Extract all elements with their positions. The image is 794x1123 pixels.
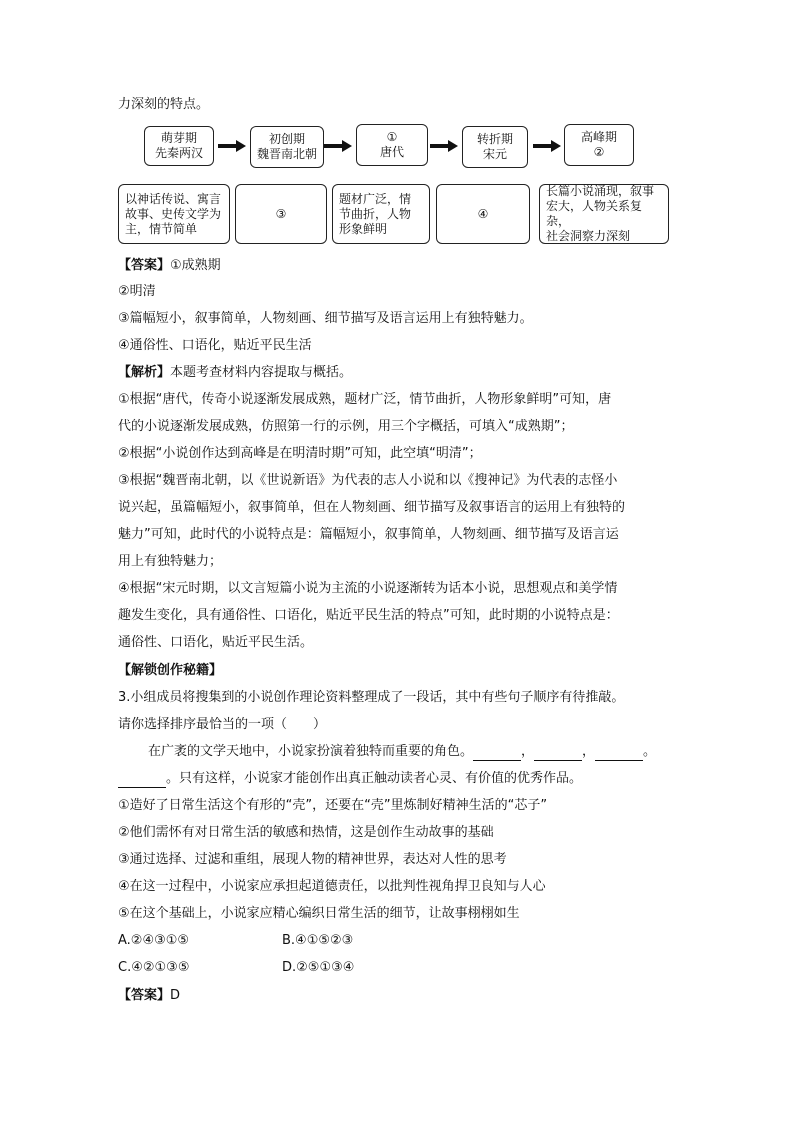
- analysis-line: 用上有独特魅力；: [118, 554, 223, 569]
- stage-name: ①: [386, 130, 398, 144]
- fill-blank: [534, 747, 582, 761]
- feature-box-3: [332, 184, 430, 244]
- stage-period: 先秦两汉: [154, 146, 203, 160]
- punct: ，: [582, 744, 596, 759]
- analysis-line: 代的小说逐渐发展成熟，仿照第一行的示例，用三个字概括，可填入“成熟期”；: [118, 419, 574, 434]
- stage-box-3: [356, 124, 428, 166]
- feature-box-5: [539, 184, 669, 244]
- fill-blank: [118, 774, 166, 788]
- feature-box-4: [436, 184, 530, 244]
- answer-value: D: [170, 988, 181, 1003]
- feature-box-2: [235, 184, 327, 244]
- stage-box-5: [564, 124, 634, 166]
- analysis-line: 趣发生变化，具有通俗性、口语化，贴近平民生活的特点”可知，此时期的小说特点是：: [118, 608, 619, 623]
- punct: ，: [521, 744, 535, 759]
- answer-block: [118, 257, 221, 275]
- intro-text: 力深刻的特点。: [118, 97, 210, 112]
- answer-line: ②明清: [118, 284, 156, 299]
- stage-box-1: [144, 126, 214, 166]
- arrow-right-icon: [430, 139, 458, 153]
- analysis-line: ①根据“唐代，传奇小说逐渐发展成熟，题材广泛，情节曲折，人物形象鲜明”可知，唐: [118, 392, 612, 407]
- stage-period: 魏晋南北朝: [256, 147, 317, 161]
- feature-box-1: [118, 184, 230, 244]
- stage-name: 转折期: [476, 132, 513, 146]
- feature-line: 题材广泛，情: [339, 191, 412, 206]
- feature-line: 以神话传说、寓言: [125, 191, 222, 206]
- feature-line: ④: [477, 206, 489, 221]
- question-stem: 3.小组成员将搜集到的小说创作理论资料整理成了一段话，其中有些句子顺序有待推敲。: [118, 690, 625, 705]
- feature-line: 宏大，人物关系复杂，: [546, 199, 643, 228]
- analysis-tag: 【解析】: [118, 365, 171, 380]
- punct: 。: [643, 744, 657, 759]
- feature-line: 主，情节简单: [125, 221, 198, 236]
- analysis-heading: [118, 364, 352, 382]
- answer-line: ③篇幅短小，叙事简单，人物刻画、细节描写及语言运用上有独特魅力。: [118, 311, 533, 326]
- analysis-line: ②根据“小说创作达到高峰是在明清时期”可知，此空填“明清”；: [118, 446, 482, 461]
- arrow-right-icon: [324, 139, 352, 153]
- analysis-line: 说兴起，虽篇幅短小，叙事简单，但在人物刻画、细节描写及叙事语言的运用上有独特的: [118, 500, 626, 515]
- arrow-right-icon: [533, 139, 561, 153]
- stage-box-4: [462, 126, 528, 168]
- sentence-item: ④在这一过程中，小说家应承担起道德责任，以批判性视角捍卫良知与人心: [118, 879, 546, 894]
- feature-line: 节曲折，人物: [339, 206, 412, 221]
- sentence-item: ①造好了日常生活这个有形的“壳”，还要在“壳”里炼制好精神生活的“芯子”: [118, 798, 548, 813]
- sentence-item: ⑤在这个基础上，小说家应精心编织日常生活的细节，让故事栩栩如生: [118, 906, 520, 921]
- feature-line: ③: [275, 206, 287, 221]
- feature-line: 长篇小说涌现，叙事: [546, 184, 655, 198]
- answer-3: [118, 987, 180, 1005]
- option-a[interactable]: A.②④③①⑤: [118, 933, 190, 948]
- stage-name: 初创期: [268, 132, 305, 146]
- fill-blank: [473, 747, 521, 761]
- sentence-item: ②他们需怀有对日常生活的敏感和热情，这是创作生动故事的基础: [118, 825, 494, 840]
- question-passage: [148, 743, 656, 761]
- option-d[interactable]: D.②⑤①③④: [282, 960, 355, 975]
- feature-line: 社会洞察力深刻: [546, 229, 631, 243]
- stage-period: 宋元: [482, 147, 507, 161]
- analysis-line: ④根据“宋元时期，以文言短篇小说为主流的小说逐渐转为话本小说，思想观点和美学情: [118, 581, 618, 596]
- arrow-right-icon: [218, 139, 246, 153]
- sentence-item: ③通过选择、过滤和重组，展现人物的精神世界，表达对人性的思考: [118, 852, 507, 867]
- question-passage: [118, 770, 582, 788]
- fill-blank: [595, 747, 643, 761]
- option-c[interactable]: C.④②①③⑤: [118, 960, 190, 975]
- analysis-line: 通俗性、口语化，贴近平民生活。: [118, 635, 314, 650]
- passage-text: 。只有这样，小说家才能创作出真正触动读者心灵、有价值的优秀作品。: [166, 771, 583, 786]
- analysis-line: ③根据“魏晋南北朝，以《世说新语》为代表的志人小说和以《搜神记》为代表的志怪小: [118, 473, 618, 488]
- stage-name: 高峰期: [580, 130, 617, 144]
- question-stem: 请你选择排序最恰当的一项（ ）: [118, 717, 327, 732]
- answer-tag: 【答案】: [118, 258, 171, 273]
- option-b[interactable]: B.④①⑤②③: [282, 933, 354, 948]
- stage-box-2: [250, 126, 324, 168]
- answer-line: ④通俗性、口语化，贴近平民生活: [118, 338, 312, 353]
- answer-line: ①成熟期: [170, 258, 221, 273]
- answer-tag: 【答案】: [118, 988, 171, 1003]
- analysis-lead: 本题考查材料内容提取与概括。: [170, 365, 353, 380]
- section-title: 【解锁创作秘籍】: [118, 663, 223, 678]
- stage-period: 唐代: [379, 145, 404, 159]
- feature-line: 形象鲜明: [339, 221, 388, 236]
- feature-line: 故事、史传文学为: [125, 206, 222, 221]
- stage-name: 萌芽期: [160, 131, 197, 145]
- stage-period: ②: [593, 145, 605, 159]
- analysis-line: 魅力”可知，此时代的小说特点是：篇幅短小，叙事简单，人物刻画、细节描写及语言运: [118, 527, 619, 542]
- passage-text: 在广袤的文学天地中，小说家扮演着独特而重要的角色。: [148, 744, 474, 759]
